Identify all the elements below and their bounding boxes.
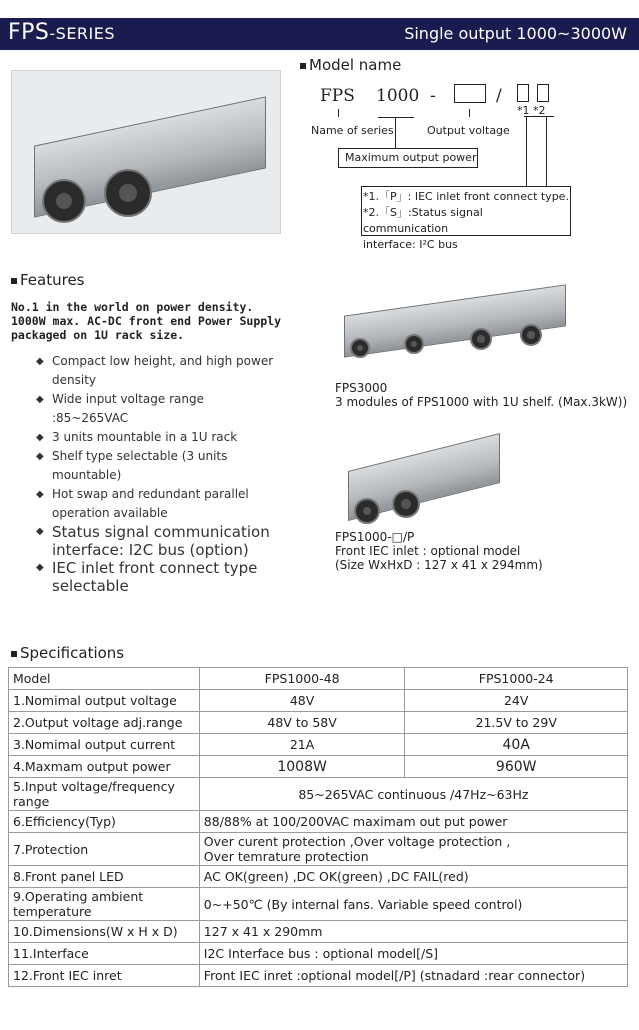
features-heading [11, 271, 85, 289]
option2-placeholder-box [537, 84, 549, 102]
square-bullet-icon [300, 63, 306, 69]
square-bullet-icon [11, 651, 17, 657]
leader-line [546, 116, 547, 186]
product-photo-fps3000 [334, 290, 574, 380]
feature-item [36, 485, 276, 523]
specifications-title: Specifications [20, 644, 125, 662]
feature-item [36, 559, 276, 595]
fan-icon [470, 328, 492, 350]
model-part-series: FPS [320, 86, 355, 106]
features-lead-line-1: No.1 in the world on power density. [11, 300, 254, 314]
caption-fps1000-p-size: (Size WxHxD : 127 x 41 x 294mm) [335, 558, 543, 572]
spec-value-line: Over curent protection ,Over voltage protection , [203, 834, 511, 849]
leader-line [395, 117, 396, 149]
series-name: FPS [8, 20, 50, 45]
spec-value: AC OK(green) ,DC OK(green) ,DC FAIL(red) [199, 866, 627, 888]
caption-fps3000 [335, 381, 627, 409]
feature-item [36, 390, 276, 428]
table-row [9, 888, 628, 921]
diamond-bullet-icon: ◆ [36, 356, 44, 367]
leader-line [378, 117, 414, 118]
option-note-marks: *1 *2 [517, 104, 546, 117]
spec-value: 21A [199, 734, 405, 756]
label-name-of-series: Name of series [311, 124, 394, 137]
spec-value: 85~265VAC continuous /47Hz~63Hz [199, 778, 627, 811]
diamond-bullet-icon: ◆ [36, 394, 44, 405]
fan-icon [392, 490, 420, 518]
feature-text: IEC inlet front connect type selectable [52, 559, 258, 595]
product-photo-fps1000 [11, 70, 281, 234]
spec-label: 8.Front panel LED [9, 866, 200, 888]
spec-value [199, 833, 627, 866]
leader-line [526, 116, 527, 186]
model-part-power: 1000 [376, 86, 420, 106]
series-header-bar [0, 18, 639, 50]
spec-value: 1008W [199, 756, 405, 778]
spec-label: 11.Interface [9, 943, 200, 965]
features-title: Features [20, 271, 85, 289]
feature-text: Shelf type selectable (3 units mountable) [52, 449, 228, 482]
table-header-cell: FPS1000-24 [405, 668, 628, 690]
rack-shelf-body [344, 284, 566, 357]
spec-value: 48V [199, 690, 405, 712]
fan-icon [42, 179, 86, 223]
spec-value: 48V to 58V [199, 712, 405, 734]
features-lead [11, 300, 311, 342]
spec-label: 9.Operating ambient temperature [9, 888, 200, 921]
table-row [9, 734, 628, 756]
table-row [9, 833, 628, 866]
voltage-placeholder-box [454, 84, 486, 103]
spec-label: 10.Dimensions(W x H x D) [9, 921, 200, 943]
model-name-heading [300, 56, 401, 74]
table-row [9, 778, 628, 811]
features-lead-line-3: packaged on 1U rack size. [11, 328, 185, 342]
table-row [9, 965, 628, 987]
fan-icon [104, 169, 152, 217]
table-row [9, 690, 628, 712]
spec-value: 127 x 41 x 290mm [199, 921, 627, 943]
diamond-bullet-icon: ◆ [36, 526, 44, 537]
spec-label: 1.Nomimal output voltage [9, 690, 200, 712]
product-photo-fps1000-p [334, 432, 504, 532]
feature-text: Status signal communication interface: I2C bus (option) [52, 523, 270, 559]
label-maximum-output-power: Maximum output power [338, 148, 478, 168]
specifications-table [8, 667, 628, 987]
specifications-heading [11, 644, 124, 662]
table-header-row [9, 668, 628, 690]
features-lead-line-2: 1000W max. AC-DC front end Power Supply [11, 314, 282, 328]
spec-label: 12.Front IEC inret [9, 965, 200, 987]
spec-value: 40A [405, 734, 628, 756]
spec-value-line: Over temrature protection [203, 849, 369, 864]
spec-value: Front IEC inret :optional model[/P] (stnadard :rear connector) [199, 965, 627, 987]
diamond-bullet-icon: ◆ [36, 562, 44, 573]
option-note-3: interface: I²C bus [363, 238, 458, 251]
fan-icon [520, 324, 542, 346]
option-note-2: *2.「S」:Status signal communication [363, 206, 483, 235]
option1-placeholder-box [517, 84, 529, 102]
feature-item [36, 523, 276, 559]
caption-fps1000-p-desc: Front IEC inlet : optional model [335, 544, 521, 558]
feature-text: 3 units mountable in a 1U rack [52, 430, 238, 444]
caption-fps1000-p-model: FPS1000-□/P [335, 530, 415, 544]
model-part-dash: - [430, 86, 436, 106]
diamond-bullet-icon: ◆ [36, 489, 44, 500]
caption-fps1000-p [335, 530, 543, 572]
spec-label: 5.Input voltage/frequency range [9, 778, 200, 811]
fan-icon [404, 334, 424, 354]
square-bullet-icon [11, 278, 17, 284]
table-row [9, 943, 628, 965]
feature-item [36, 447, 276, 485]
label-output-voltage: Output voltage [427, 124, 510, 137]
spec-value: I2C Interface bus : optional model[/S] [199, 943, 627, 965]
table-header-cell: FPS1000-48 [199, 668, 405, 690]
spec-label: 7.Protection [9, 833, 200, 866]
spec-value: 21.5V to 29V [405, 712, 628, 734]
spec-label: 3.Nomimal output current [9, 734, 200, 756]
model-part-slash: / [496, 86, 502, 106]
output-range-title: Single output 1000~3000W [404, 24, 627, 43]
model-name-title: Model name [309, 56, 402, 74]
caption-fps3000-model: FPS3000 [335, 381, 388, 395]
feature-text: Compact low height, and high power density [52, 354, 274, 387]
fan-icon [354, 498, 380, 524]
table-row [9, 712, 628, 734]
series-suffix: -SERIES [49, 24, 116, 43]
spec-value: 960W [405, 756, 628, 778]
diamond-bullet-icon: ◆ [36, 451, 44, 462]
spec-value: 88/88% at 100/200VAC maximam out put power [199, 811, 627, 833]
option-note-1: *1.「P」: IEC inlet front connect type. [363, 190, 569, 203]
spec-label: 2.Output voltage adj.range [9, 712, 200, 734]
fan-icon [350, 338, 370, 358]
feature-text: Wide input voltage range :85~265VAC [52, 392, 204, 425]
series-title [8, 20, 115, 45]
leader-line [469, 109, 470, 117]
table-row [9, 811, 628, 833]
table-row [9, 756, 628, 778]
table-row [9, 921, 628, 943]
table-row [9, 866, 628, 888]
feature-item [36, 428, 276, 447]
diamond-bullet-icon: ◆ [36, 432, 44, 443]
spec-label: 4.Maxmam output power [9, 756, 200, 778]
caption-fps3000-desc: 3 modules of FPS1000 with 1U shelf. (Max.3kW)) [335, 395, 628, 409]
spec-label: 6.Efficiency(Typ) [9, 811, 200, 833]
table-header-cell: Model [9, 668, 200, 690]
feature-list [36, 352, 276, 595]
feature-item [36, 352, 276, 390]
spec-value: 24V [405, 690, 628, 712]
spec-value: 0~+50℃ (By internal fans. Variable speed control) [199, 888, 627, 921]
leader-line [338, 109, 339, 117]
feature-text: Hot swap and redundant parallel operation available [52, 487, 249, 520]
option-notes-box [361, 186, 571, 251]
